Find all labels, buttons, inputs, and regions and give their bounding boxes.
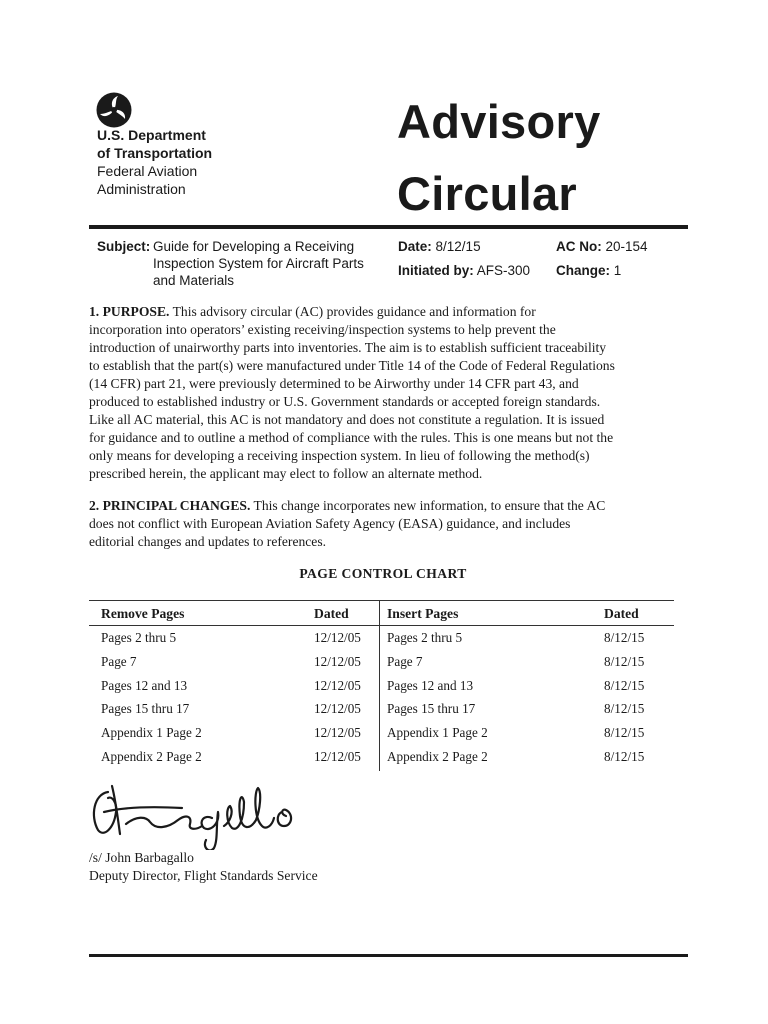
cell-removed-dated: 12/12/05 [314, 725, 361, 741]
cell-removed-dated: 12/12/05 [314, 630, 361, 645]
agency-line: of Transportation [97, 145, 213, 161]
cell-inserted-dated: 8/12/15 [604, 701, 645, 717]
column-header-dated: Dated [604, 606, 639, 621]
paragraph-line: editorial changes and updates to references. [89, 534, 327, 549]
cell-remove-pages: Pages 12 and 13 [101, 677, 188, 693]
ac-number-label: AC No: [556, 239, 602, 254]
agency-line: U.S. Department [97, 127, 206, 143]
cell-insert-pages: Appendix 1 Page 2 [387, 725, 488, 741]
cell-inserted-dated: 8/12/15 [604, 749, 645, 764]
change-field [556, 262, 621, 279]
agency-line: Administration [97, 181, 186, 197]
subject-line: and Materials [153, 273, 235, 288]
cell-insert-pages: Page 7 [387, 653, 423, 669]
initiated-value: AFS-300 [476, 263, 531, 278]
cell-inserted-dated: 8/12/15 [604, 630, 645, 645]
title-line: Advisory [397, 95, 601, 148]
paragraph-line: produced to established industry or U.S. Government standards or accepted foreign standards. [89, 394, 601, 409]
paragraph-line: to establish that the part(s) were manufactured under Title 14 of the Code of Federal Regulations [89, 358, 615, 373]
paragraph-line: (14 CFR) part 21, were previously determined to be Airworthy under 14 CFR part 43, and [89, 376, 579, 391]
cell-removed-dated: 12/12/05 [314, 701, 361, 717]
principal-changes-heading: 2. PRINCIPAL CHANGES. [89, 498, 251, 513]
cell-remove-pages: Page 7 [101, 653, 137, 669]
cell-removed-dated: 12/12/05 [314, 749, 361, 764]
dot-logo-icon [96, 92, 132, 128]
subject-label: Subject: [97, 239, 151, 254]
cell-inserted-dated: 8/12/15 [604, 725, 645, 741]
change-value: 1 [613, 263, 622, 278]
ac-number-field [556, 238, 648, 255]
initiated-label: Initiated by: [398, 263, 474, 278]
cell-removed-dated: 12/12/05 [314, 677, 361, 693]
signer-title: Deputy Director, Flight Standards Service [89, 868, 318, 883]
cell-removed-dated: 12/12/05 [314, 653, 361, 669]
cell-inserted-dated: 8/12/15 [604, 653, 645, 669]
subject-line: Guide for Developing a Receiving [153, 239, 355, 254]
header-divider [89, 225, 688, 229]
signer-name: /s/ John Barbagallo [89, 850, 194, 865]
footer-divider [89, 954, 688, 957]
paragraph-line [89, 497, 689, 515]
cell-remove-pages: Appendix 2 Page 2 [101, 749, 202, 764]
purpose-paragraph [89, 303, 689, 483]
page-control-chart-title: PAGE CONTROL CHART [299, 566, 467, 581]
paragraph-line: does not conflict with European Aviation Safety Agency (EASA) guidance, and includes [89, 516, 571, 531]
column-header-remove-pages: Remove Pages [101, 606, 185, 621]
change-label: Change: [556, 263, 610, 278]
purpose-heading: 1. PURPOSE. [89, 304, 170, 319]
cell-inserted-dated: 8/12/15 [604, 677, 645, 693]
date-label: Date: [398, 239, 432, 254]
signer-block [89, 849, 318, 885]
principal-changes-paragraph [89, 497, 689, 551]
table-header-rule [89, 625, 674, 626]
initiated-field [398, 262, 530, 279]
paragraph-text: This advisory circular (AC) provides guidance and information for [172, 304, 536, 319]
date-value: 8/12/15 [435, 239, 481, 254]
paragraph-line: incorporation into operators’ existing receiving/inspection systems to help prevent the [89, 322, 556, 337]
cell-insert-pages: Pages 12 and 13 [387, 677, 474, 693]
table-top-rule [89, 600, 674, 601]
column-header-dated: Dated [314, 606, 349, 621]
paragraph-line: prescribed herein, the applicant may elect to follow an alternate method. [89, 466, 483, 481]
paragraph-line [89, 303, 689, 321]
subject-value [153, 238, 383, 289]
paragraph-text: This change incorporates new information, to ensure that the AC [253, 498, 606, 513]
table-column-divider [379, 600, 380, 771]
paragraph-line: for guidance and to outline a method of compliance with the rules. This is one means but not the [89, 430, 614, 445]
cell-remove-pages: Pages 15 thru 17 [101, 701, 190, 717]
cell-insert-pages: Pages 15 thru 17 [387, 701, 476, 717]
paragraph-line: Like all AC material, this AC is not mandatory and does not constitute a regulation. It is issued [89, 412, 605, 427]
handwritten-signature [86, 772, 312, 850]
agency-block [97, 126, 212, 198]
ac-number-value: 20-154 [605, 239, 648, 254]
column-header-insert-pages: Insert Pages [387, 606, 459, 621]
title-line: Circular [397, 167, 578, 220]
subject-line: Inspection System for Aircraft Parts [153, 256, 364, 271]
cell-remove-pages: Pages 2 thru 5 [101, 630, 177, 645]
paragraph-line: introduction of unairworthy parts into inventories. The aim is to establish sufficient traceability [89, 340, 607, 355]
date-field [398, 238, 481, 255]
cell-insert-pages: Appendix 2 Page 2 [387, 749, 488, 764]
cell-insert-pages: Pages 2 thru 5 [387, 630, 463, 645]
paragraph-line: only means for developing a receiving inspection system. In lieu of following the method(s) [89, 448, 590, 463]
document-title [397, 86, 601, 230]
cell-remove-pages: Appendix 1 Page 2 [101, 725, 202, 741]
agency-line: Federal Aviation [97, 163, 198, 179]
